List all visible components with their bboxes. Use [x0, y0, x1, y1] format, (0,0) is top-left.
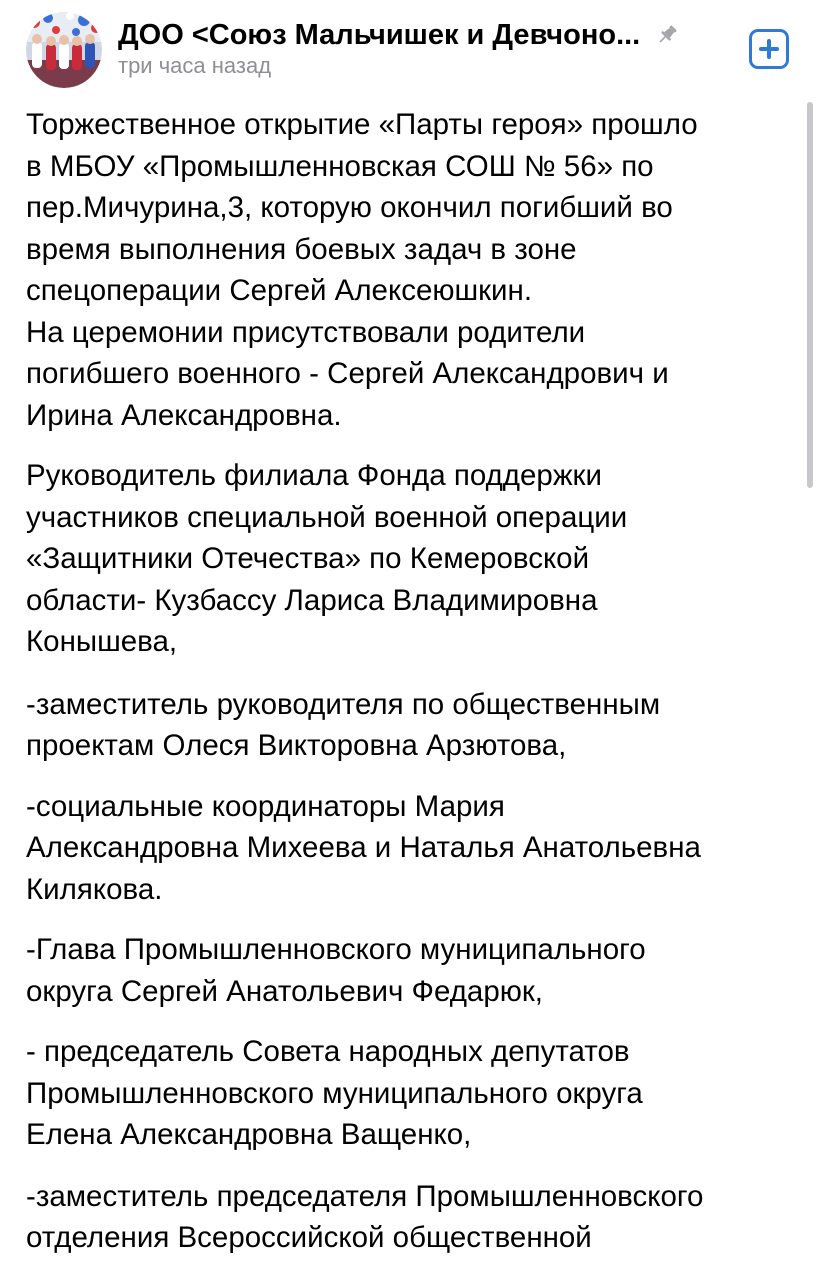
post-time: три часа назад: [118, 53, 272, 78]
avatar-image: [26, 12, 102, 88]
post-paragraph: -социальные координаторы Мария Александровна Михеева и Наталья Анатольевна Килякова.: [26, 789, 701, 906]
post-paragraph: -заместитель председателя Промышленновского отделения Всероссийской общественной: [26, 1179, 704, 1254]
post-text: [26, 104, 796, 1259]
title-row: [118, 16, 728, 54]
scrollbar[interactable]: [807, 102, 813, 488]
add-button[interactable]: [749, 29, 789, 69]
avatar[interactable]: [26, 12, 102, 88]
post-paragraph: -Глава Промышленновского муниципального округа Сергей Анатольевич Федарюк,: [26, 933, 646, 1008]
post-header: [0, 0, 819, 100]
post-paragraph: Руководитель филиала Фонда поддержки участников специальной военной операции «Защитники Отечества» по Кемеровской области- Кузбассу Лариса Владимировна Конышева,: [26, 459, 628, 658]
author-title[interactable]: ДОО <Союз Мальчишек и Девчоно...: [118, 19, 641, 51]
plus-icon: [752, 32, 786, 66]
post-paragraph: Торжественное открытие «Парты героя» прошло в МБОУ «Промышленновская СОШ № 56» по пер.Мичурина,3, которую окончил погибший во время выполнения боевых задач в зоне спецоперации Сергей Алексеюшкин. На церемонии присутствовали родители погибшего военного - Сергей Александрович и Ирина Александровна.: [26, 108, 698, 432]
pin-icon: [654, 22, 680, 48]
post-paragraph: - председатель Совета народных депутатов Промышленновского муниципального округа Елена Александровна Ващенко,: [26, 1035, 643, 1151]
post-paragraph: -заместитель руководителя по общественным проектам Олеся Викторовна Арзютова,: [26, 687, 661, 762]
